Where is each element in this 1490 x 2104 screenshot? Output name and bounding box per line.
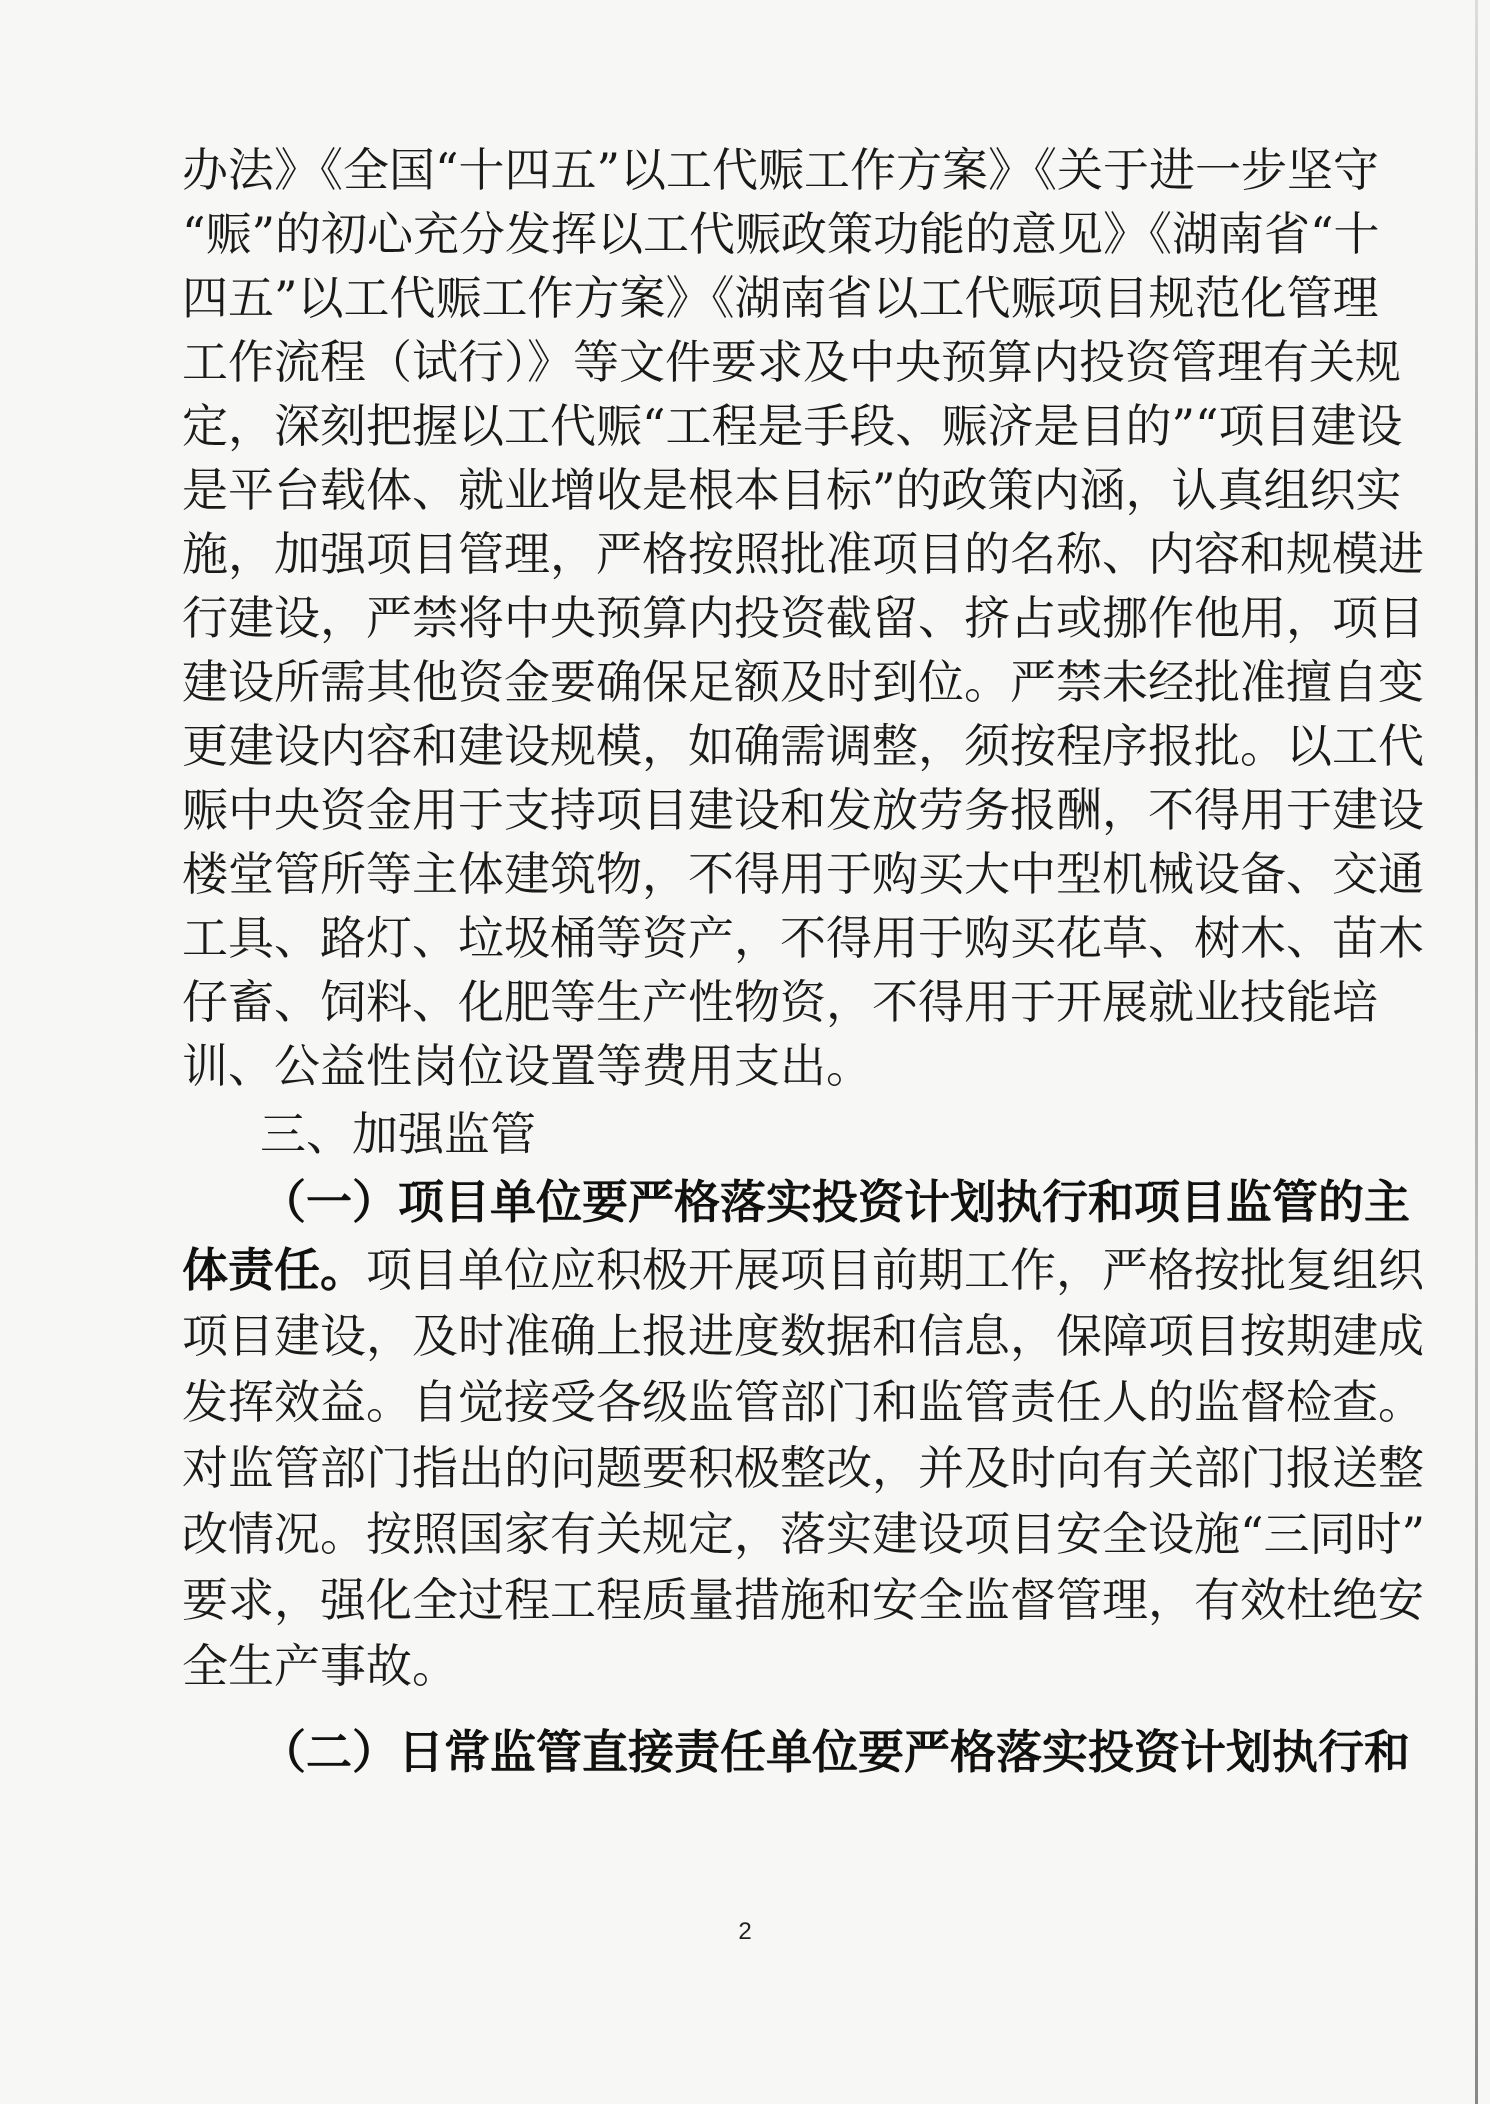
text-line: 楼堂管所等主体建筑物，不得用于购买大中型机械设备、交通 [182, 847, 1424, 901]
text-line: 要求，强化全过程工程质量措施和安全监督管理，有效杜绝安 [182, 1573, 1424, 1627]
text-line: 项目建设，及时准确上报进度数据和信息，保障项目按期建成 [182, 1309, 1424, 1363]
text-line: 全生产事故。 [182, 1639, 458, 1693]
subsection-heading-2: （二）日常监管直接责任单位要严格落实投资计划执行和 [260, 1725, 1410, 1779]
text-line: “赈”的初心充分发挥以工代赈政策功能的意见》《湖南省“十 [182, 207, 1380, 261]
text-line: 赈中央资金用于支持项目建设和发放劳务报酬，不得用于建设 [182, 783, 1424, 837]
text-line [182, 1240, 1424, 1300]
text-line: 行建设，严禁将中央预算内投资截留、挤占或挪作他用，项目 [182, 591, 1424, 645]
text-line: 工作流程（试行）》等文件要求及中央预算内投资管理有关规 [182, 335, 1401, 389]
text-line: 施，加强项目管理，严格按照批准项目的名称、内容和规模进 [182, 527, 1424, 581]
text-line: 更建设内容和建设规模，如确需调整，须按程序报批。以工代 [182, 719, 1424, 773]
text-line: 发挥效益。自觉接受各级监管部门和监管责任人的监督检查。 [182, 1375, 1424, 1429]
page-number: 2 [738, 1918, 752, 1945]
text-span: 项目单位应积极开展项目前期工作，严格按批复组织 [366, 1243, 1424, 1297]
text-line: 四五”以工代赈工作方案》《湖南省以工代赈项目规范化管理 [182, 271, 1379, 325]
text-line: 训、公益性岗位设置等费用支出。 [182, 1039, 872, 1093]
text-line: 是平台载体、就业增收是根本目标”的政策内涵，认真组织实 [182, 463, 1402, 517]
scan-edge-shadow [1475, 0, 1478, 2104]
text-line: 改情况。按照国家有关规定，落实建设项目安全设施“三同时” [182, 1507, 1426, 1561]
text-line: 定，深刻把握以工代赈“工程是手段、赈济是目的”“项目建设 [182, 399, 1403, 453]
text-line: 仔畜、饲料、化肥等生产性物资，不得用于开展就业技能培 [182, 975, 1378, 1029]
text-line: 建设所需其他资金要确保足额及时到位。严禁未经批准擅自变 [182, 655, 1424, 709]
text-line: 办法》《全国“十四五”以工代赈工作方案》《关于进一步坚守 [182, 143, 1380, 197]
subsection-heading-1-tail: 体责任。 [182, 1243, 366, 1297]
text-line: 工具、路灯、垃圾桶等资产，不得用于购买花草、树木、苗木 [182, 911, 1424, 965]
text-line: 对监管部门指出的问题要积极整改，并及时向有关部门报送整 [182, 1441, 1424, 1495]
section-heading: 三、加强监管 [260, 1107, 536, 1161]
subsection-heading-1: （一）项目单位要严格落实投资计划执行和项目监管的主 [260, 1175, 1410, 1229]
